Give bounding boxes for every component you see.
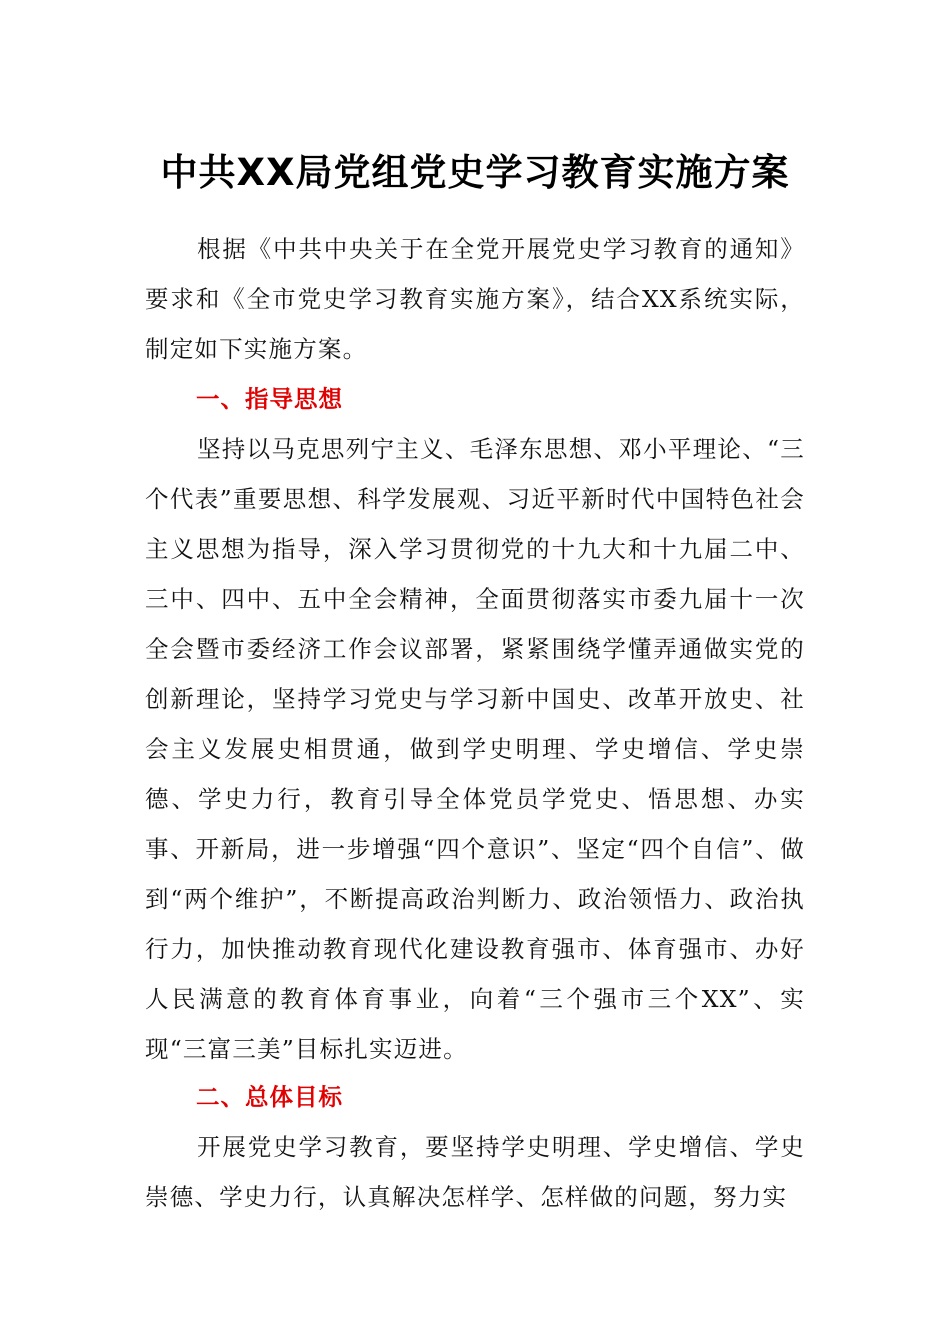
section-heading-guiding-thought: 一、指导思想	[196, 385, 343, 413]
section-body-overall-goal: 开展党史学习教育，要坚持学史明理、学史增信、学史崇德、学史力行，认真解决怎样学、怎样做的问题，努力实	[145, 1133, 805, 1211]
intro-paragraph: 根据《中共中央关于在全党开展党史学习教育的通知》要求和《全市党史学习教育实施方案》，结合XX系统实际，制定如下实施方案。	[145, 235, 805, 363]
section-body-guiding-thought: 坚持以马克思列宁主义、毛泽东思想、邓小平理论、“三个代表”重要思想、科学发展观、习近平新时代中国特色社会主义思想为指导，深入学习贯彻党的十九大和十九届二中、三中、四中、五中全会精神，全面贯彻落实市委九届十一次全会暨市委经济工作会议部署，紧紧围绕学懂弄通做实党的创新理论，坚持学习党史与学习新中国史、改革开放史、社会主义发展史相贯通，做到学史明理、学史增信、学史崇德、学史力行，教育引导全体党员学党史、悟思想、办实事、开新局，进一步增强“四个意识”、坚定“四个自信”、做到“两个维护”，不断提高政治判断力、政治领悟力、政治执行力，加快推动教育现代化建设教育强市、体育强市、办好人民满意的教育体育事业，向着“三个强市三个XX”、实现“三富三美”目标扎实迈进。	[145, 435, 805, 1063]
section-heading-overall-goal: 二、总体目标	[196, 1083, 343, 1111]
document-title: 中共XX局党组党史学习教育实施方案	[160, 151, 790, 194]
